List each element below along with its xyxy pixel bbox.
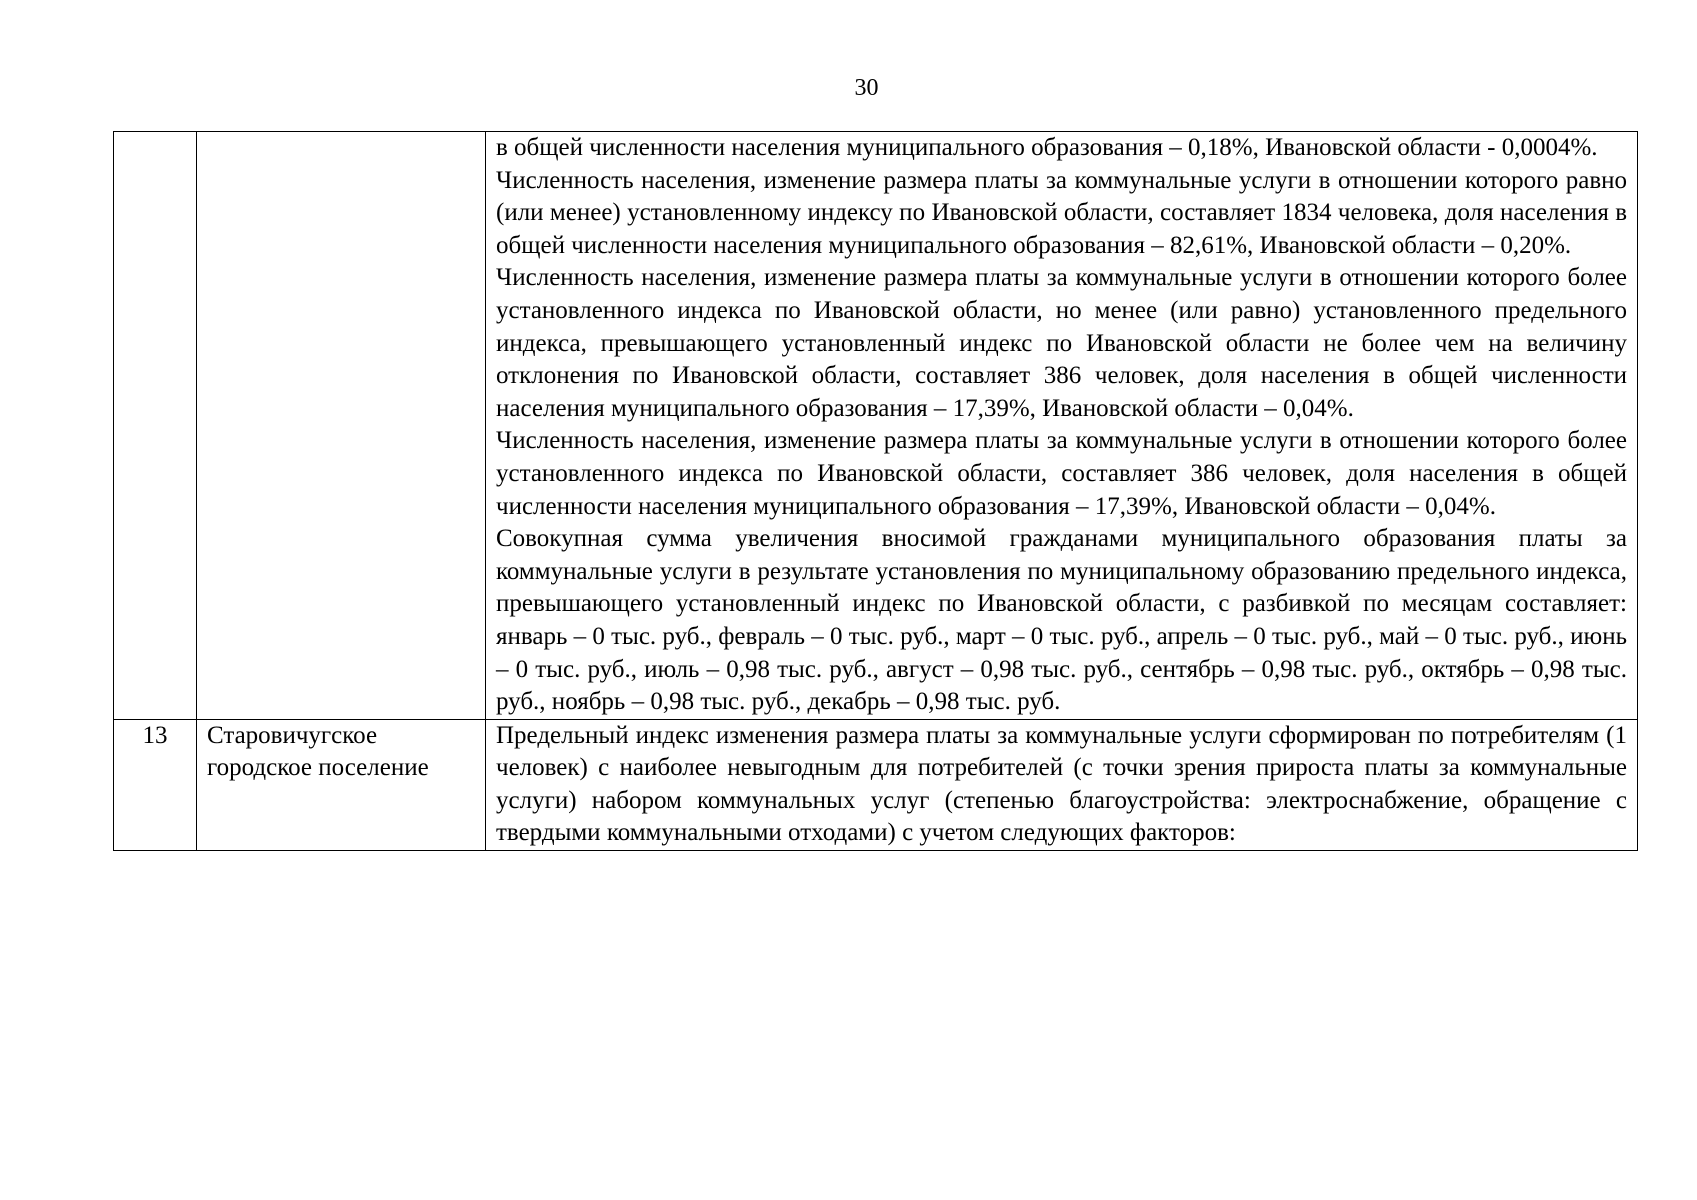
row-number-cell: 13 (114, 719, 197, 850)
description-paragraph: Предельный индекс изменения размера платы за коммунальные услуги сформирован по потребителям (1 человек) с наиболее невыгодным для потребителей (с точки зрения прироста платы за коммунальные услуги) набором коммунальных услуг (степенью благоустройства: электроснабжение, обращение с твердыми коммунальными отходами) с учетом следующих факторов: (496, 721, 1627, 847)
municipality-name-cell: Старовичугское городское поселение (197, 719, 486, 850)
description-paragraph: Численность населения, изменение размера платы за коммунальные услуги в отношении которого более установленного индекса по Ивановской области, составляет 386 человек, доля населения в общей численности населения муниципального образования – 17,39%, Ивановской области – 0,04%. (496, 427, 1627, 520)
description-cell (486, 132, 1638, 720)
municipality-name-cell (197, 132, 486, 720)
description-cell (486, 719, 1638, 850)
row-number-cell (114, 132, 197, 720)
table-row (114, 719, 1638, 850)
page-number: 30 (854, 75, 879, 101)
description-paragraph: в общей численности населения муниципального образования – 0,18%, Ивановской области - 0,0004%. (496, 134, 1598, 161)
description-paragraph: Численность населения, изменение размера платы за коммунальные услуги в отношении которого более установленного индекса по Ивановской области, но менее (или равно) установленного предельного индекса, превышающего установленный индекс по Ивановской области не более чем на величину отклонения по Ивановской области, составляет 386 человек, доля населения в общей численности населения муниципального образования – 17,39%, Ивановской области – 0,04%. (496, 264, 1627, 422)
description-paragraph: Совокупная сумма увеличения вносимой гражданами муниципального образования платы за коммунальные услуги в результате установления по муниципальному образованию предельного индекса, превышающего установленный индекс по Ивановской области, с разбивкой по месяцам составляет: январь – 0 тыс. руб., февраль – 0 тыс. руб., март – 0 тыс. руб., апрель – 0 тыс. руб., май – 0 тыс. руб., июнь – 0 тыс. руб., июль – 0,98 тыс. руб., август – 0,98 тыс. руб., сентябрь – 0,98 тыс. руб., октябрь – 0,98 тыс. руб., ноябрь – 0,98 тыс. руб., декабрь – 0,98 тыс. руб. (496, 525, 1627, 716)
table-row (114, 132, 1638, 720)
description-paragraph: Численность населения, изменение размера платы за коммунальные услуги в отношении которого равно (или менее) установленному индексу по Ивановской области, составляет 1834 человека, доля населения в общей численности населения муниципального образования – 82,61%, Ивановской области – 0,20%. (496, 166, 1627, 259)
municipal-index-table (113, 131, 1638, 851)
